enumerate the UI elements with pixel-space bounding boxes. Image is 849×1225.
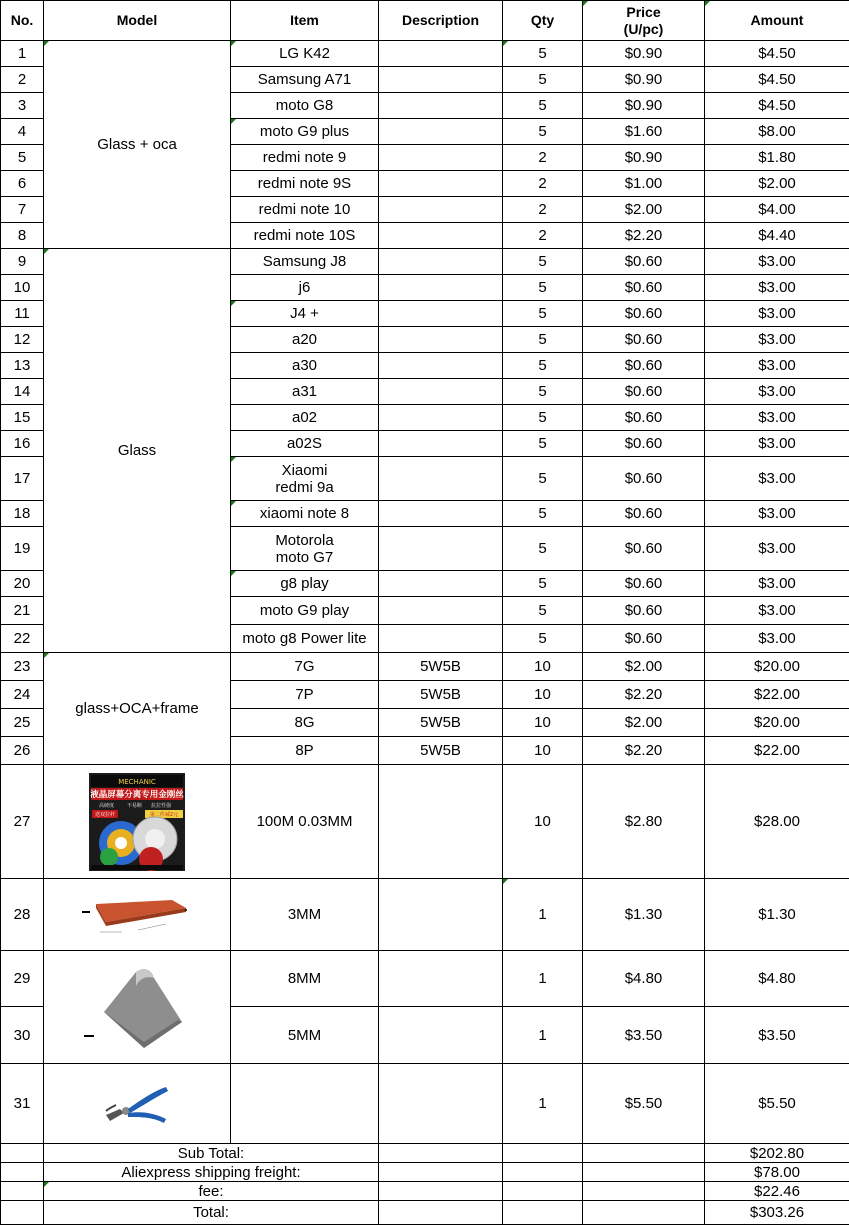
cell-amount[interactable]: $3.50 <box>705 1007 849 1064</box>
cell-description[interactable] <box>379 301 503 327</box>
image-tag-2: 不易断 <box>127 802 143 809</box>
cell-image-silicone-pad <box>44 879 231 951</box>
cell-item[interactable]: a02S <box>231 431 379 457</box>
cell-description[interactable] <box>379 1007 503 1064</box>
image-badge-left: 送双拉杆 <box>94 811 116 818</box>
cell-no[interactable]: 4 <box>1 119 44 145</box>
cell-price[interactable]: $0.90 <box>583 67 705 93</box>
total-label: Total: <box>44 1201 379 1225</box>
subtotal-label: Sub Total: <box>44 1144 379 1163</box>
cell-description[interactable] <box>379 353 503 379</box>
cell-description[interactable]: 5W5B <box>379 681 503 709</box>
cell-price[interactable]: $0.60 <box>583 625 705 653</box>
cell-no[interactable]: 29 <box>1 951 44 1007</box>
cell-item[interactable] <box>231 457 379 501</box>
cell-empty <box>503 1144 583 1163</box>
cell-price[interactable]: $2.00 <box>583 653 705 681</box>
cell-amount[interactable]: $3.00 <box>705 597 849 625</box>
fee-label: fee: <box>44 1182 379 1201</box>
cell-amount[interactable]: $4.50 <box>705 67 849 93</box>
cell-qty[interactable]: 5 <box>503 301 583 327</box>
summary-row-subtotal <box>1 1144 849 1163</box>
cell-no[interactable]: 28 <box>1 879 44 951</box>
cell-amount[interactable]: $28.00 <box>705 765 849 879</box>
cell-qty[interactable]: 1 <box>503 951 583 1007</box>
cell-qty[interactable]: 1 <box>503 1007 583 1064</box>
header-item[interactable]: Item <box>231 1 379 41</box>
cell-qty[interactable]: 10 <box>503 765 583 879</box>
cell-price[interactable]: $2.20 <box>583 737 705 765</box>
cell-amount[interactable]: $3.00 <box>705 379 849 405</box>
cell-description[interactable] <box>379 879 503 951</box>
image-title-text: 液晶屏幕分离专用金刚丝 <box>90 789 184 800</box>
cell-description[interactable] <box>379 1064 503 1144</box>
cell-price[interactable]: $0.60 <box>583 353 705 379</box>
subtotal-value[interactable]: $202.80 <box>705 1144 849 1163</box>
cell-price[interactable]: $0.60 <box>583 327 705 353</box>
cell-qty[interactable]: 5 <box>503 249 583 275</box>
cell-item[interactable]: moto G9 plus <box>231 119 379 145</box>
cell-no[interactable]: 2 <box>1 67 44 93</box>
cell-price[interactable]: $0.60 <box>583 405 705 431</box>
cell-qty[interactable]: 2 <box>503 171 583 197</box>
cell-empty <box>503 1182 583 1201</box>
cell-item[interactable]: a30 <box>231 353 379 379</box>
cell-no[interactable]: 19 <box>1 527 44 571</box>
cell-description[interactable] <box>379 527 503 571</box>
cell-description[interactable] <box>379 119 503 145</box>
cell-item[interactable]: 100M 0.03MM <box>231 765 379 879</box>
cell-qty[interactable]: 2 <box>503 145 583 171</box>
cell-item[interactable]: LG K42 <box>231 41 379 67</box>
cell-empty <box>1 1163 44 1182</box>
cell-amount[interactable]: $4.50 <box>705 41 849 67</box>
cell-price[interactable]: $0.90 <box>583 145 705 171</box>
cell-description[interactable] <box>379 67 503 93</box>
cell-amount[interactable]: $3.00 <box>705 405 849 431</box>
cell-amount[interactable]: $22.00 <box>705 737 849 765</box>
cell-description[interactable] <box>379 597 503 625</box>
summary-row-shipping <box>1 1163 849 1182</box>
cell-description[interactable] <box>379 501 503 527</box>
cell-item[interactable]: g8 play <box>231 571 379 597</box>
cell-item[interactable]: 5MM <box>231 1007 379 1064</box>
cell-no[interactable]: 18 <box>1 501 44 527</box>
cell-no[interactable]: 12 <box>1 327 44 353</box>
cell-qty[interactable]: 5 <box>503 571 583 597</box>
model-glass-oca-frame[interactable]: glass+OCA+frame <box>44 653 231 765</box>
cell-amount[interactable]: $2.00 <box>705 171 849 197</box>
cell-item[interactable]: redmi note 10 <box>231 197 379 223</box>
cell-amount[interactable]: $3.00 <box>705 571 849 597</box>
cell-item[interactable]: 3MM <box>231 879 379 951</box>
cell-qty[interactable]: 10 <box>503 737 583 765</box>
cell-item[interactable]: xiaomi note 8 <box>231 501 379 527</box>
gray-sheet-image <box>82 964 192 1050</box>
cell-no[interactable]: 26 <box>1 737 44 765</box>
cell-no[interactable]: 13 <box>1 353 44 379</box>
image-brand-text: MECHANIC <box>118 777 156 786</box>
cell-item-line2: redmi 9a <box>275 478 334 496</box>
cell-item[interactable] <box>231 527 379 571</box>
cell-empty <box>379 1201 503 1225</box>
cell-no[interactable]: 24 <box>1 681 44 709</box>
cell-qty[interactable]: 5 <box>503 501 583 527</box>
cell-item[interactable]: a20 <box>231 327 379 353</box>
cell-no[interactable]: 22 <box>1 625 44 653</box>
cell-description[interactable] <box>379 457 503 501</box>
cell-no[interactable]: 30 <box>1 1007 44 1064</box>
cell-qty[interactable]: 1 <box>503 879 583 951</box>
cell-description[interactable] <box>379 327 503 353</box>
cell-price[interactable]: $2.20 <box>583 681 705 709</box>
cell-price[interactable]: $2.00 <box>583 197 705 223</box>
cell-empty <box>1 1144 44 1163</box>
cell-description[interactable] <box>379 197 503 223</box>
cell-price[interactable]: $0.60 <box>583 249 705 275</box>
cell-no[interactable]: 21 <box>1 597 44 625</box>
cell-description[interactable] <box>379 275 503 301</box>
cell-qty[interactable]: 10 <box>503 709 583 737</box>
cell-amount[interactable]: $20.00 <box>705 709 849 737</box>
cell-qty[interactable]: 5 <box>503 431 583 457</box>
cell-description[interactable] <box>379 93 503 119</box>
cell-description[interactable] <box>379 405 503 431</box>
header-price-line1: Price <box>626 3 661 20</box>
cell-item[interactable]: 8MM <box>231 951 379 1007</box>
cell-empty <box>503 1163 583 1182</box>
cell-qty[interactable]: 5 <box>503 119 583 145</box>
cell-price[interactable]: $0.60 <box>583 457 705 501</box>
cell-description[interactable]: 5W5B <box>379 737 503 765</box>
header-model[interactable]: Model <box>44 1 231 41</box>
cell-price[interactable]: $0.60 <box>583 597 705 625</box>
cell-qty[interactable]: 5 <box>503 625 583 653</box>
cell-item[interactable]: j6 <box>231 275 379 301</box>
cell-amount[interactable]: $4.80 <box>705 951 849 1007</box>
total-value[interactable]: $303.26 <box>705 1201 849 1225</box>
cell-no[interactable]: 1 <box>1 41 44 67</box>
cell-price[interactable]: $0.60 <box>583 431 705 457</box>
cell-item[interactable]: 8P <box>231 737 379 765</box>
cell-no[interactable]: 8 <box>1 223 44 249</box>
cell-item-line1: Xiaomi <box>281 461 328 479</box>
cell-item-line2: moto G7 <box>275 548 334 566</box>
cell-no[interactable]: 7 <box>1 197 44 223</box>
model-glass-oca[interactable]: Glass + oca <box>44 41 231 249</box>
cell-price[interactable]: $2.20 <box>583 223 705 249</box>
fee-value[interactable]: $22.46 <box>705 1182 849 1201</box>
cell-qty[interactable]: 5 <box>503 597 583 625</box>
cell-amount[interactable]: $3.00 <box>705 457 849 501</box>
cell-item[interactable]: 7G <box>231 653 379 681</box>
cell-price[interactable]: $2.00 <box>583 709 705 737</box>
cell-description[interactable]: 5W5B <box>379 709 503 737</box>
cell-empty <box>583 1163 705 1182</box>
cell-amount[interactable]: $4.40 <box>705 223 849 249</box>
cell-price[interactable]: $0.60 <box>583 527 705 571</box>
cell-price[interactable]: $4.80 <box>583 951 705 1007</box>
cell-description[interactable] <box>379 223 503 249</box>
cell-price[interactable]: $0.60 <box>583 275 705 301</box>
cell-empty <box>1 1201 44 1225</box>
cell-item[interactable]: moto G8 <box>231 93 379 119</box>
cell-description[interactable]: 5W5B <box>379 653 503 681</box>
cell-item[interactable]: redmi note 10S <box>231 223 379 249</box>
cell-amount[interactable]: $1.80 <box>705 145 849 171</box>
cell-item[interactable] <box>231 1064 379 1144</box>
cell-qty[interactable]: 5 <box>503 41 583 67</box>
cell-amount[interactable]: $1.30 <box>705 879 849 951</box>
cell-empty <box>583 1201 705 1225</box>
cell-no[interactable]: 23 <box>1 653 44 681</box>
cell-amount[interactable]: $4.00 <box>705 197 849 223</box>
cell-qty[interactable]: 10 <box>503 653 583 681</box>
cell-amount[interactable]: $3.00 <box>705 501 849 527</box>
cell-amount[interactable]: $3.00 <box>705 353 849 379</box>
model-glass[interactable]: Glass <box>44 249 231 653</box>
cell-empty <box>1 1182 44 1201</box>
cell-description[interactable] <box>379 171 503 197</box>
cell-qty[interactable]: 5 <box>503 527 583 571</box>
cell-qty[interactable]: 1 <box>503 1064 583 1144</box>
cell-price[interactable]: $1.00 <box>583 171 705 197</box>
cell-amount[interactable]: $3.00 <box>705 431 849 457</box>
cell-no[interactable]: 10 <box>1 275 44 301</box>
cell-price[interactable]: $3.50 <box>583 1007 705 1064</box>
cell-amount[interactable]: $3.00 <box>705 625 849 653</box>
cell-empty <box>379 1182 503 1201</box>
cell-no[interactable]: 27 <box>1 765 44 879</box>
cell-amount[interactable]: $3.00 <box>705 527 849 571</box>
cell-image-gray-sheet <box>44 951 231 1064</box>
cell-amount[interactable]: $3.00 <box>705 249 849 275</box>
cell-no[interactable]: 11 <box>1 301 44 327</box>
table-row <box>1 41 849 67</box>
cell-item[interactable]: 7P <box>231 681 379 709</box>
cell-item[interactable]: moto G9 play <box>231 597 379 625</box>
image-tag-3: 抗拉性强 <box>151 802 172 809</box>
cell-qty[interactable]: 2 <box>503 197 583 223</box>
header-no[interactable]: No. <box>1 1 44 41</box>
cell-item[interactable]: Samsung J8 <box>231 249 379 275</box>
cell-no[interactable]: 31 <box>1 1064 44 1144</box>
cell-no[interactable]: 14 <box>1 379 44 405</box>
cell-item[interactable]: a31 <box>231 379 379 405</box>
header-amount[interactable]: Amount <box>705 1 849 41</box>
cell-item[interactable]: redmi note 9 <box>231 145 379 171</box>
cell-item[interactable]: J4 + <box>231 301 379 327</box>
cell-item[interactable]: Samsung A71 <box>231 67 379 93</box>
cell-empty <box>503 1201 583 1225</box>
pliers-icon <box>102 1081 172 1127</box>
cell-price[interactable]: $2.80 <box>583 765 705 879</box>
cell-qty[interactable]: 5 <box>503 379 583 405</box>
cell-description[interactable] <box>379 41 503 67</box>
cell-amount[interactable]: $3.00 <box>705 327 849 353</box>
cell-no[interactable]: 5 <box>1 145 44 171</box>
cell-no[interactable]: 20 <box>1 571 44 597</box>
cell-item[interactable]: redmi note 9S <box>231 171 379 197</box>
table-row <box>1 879 849 951</box>
cell-qty[interactable]: 5 <box>503 405 583 431</box>
cell-amount[interactable]: $8.00 <box>705 119 849 145</box>
cell-price[interactable]: $5.50 <box>583 1064 705 1144</box>
shipping-label: Aliexpress shipping freight: <box>44 1163 379 1182</box>
cell-amount[interactable]: $3.00 <box>705 301 849 327</box>
cell-description[interactable] <box>379 765 503 879</box>
cell-item[interactable]: a02 <box>231 405 379 431</box>
summary-row-fee <box>1 1182 849 1201</box>
table-row <box>1 951 849 1007</box>
cell-description[interactable] <box>379 145 503 171</box>
header-price[interactable] <box>583 1 705 41</box>
cell-image-diamond-wire <box>44 765 231 879</box>
summary-row-total <box>1 1201 849 1225</box>
cell-empty <box>583 1144 705 1163</box>
cell-qty[interactable]: 5 <box>503 93 583 119</box>
header-price-line2: (U/pc) <box>623 20 664 37</box>
cell-item[interactable]: moto g8 Power lite <box>231 625 379 653</box>
cell-image-pliers <box>44 1064 231 1144</box>
cell-price[interactable]: $0.60 <box>583 301 705 327</box>
cell-item-line1: Motorola <box>275 531 334 549</box>
cell-no[interactable]: 3 <box>1 93 44 119</box>
cell-price[interactable]: $1.60 <box>583 119 705 145</box>
shipping-value[interactable]: $78.00 <box>705 1163 849 1182</box>
cell-qty[interactable]: 10 <box>503 681 583 709</box>
cell-empty <box>379 1163 503 1182</box>
silicone-pad-image <box>82 892 192 938</box>
header-qty[interactable]: Qty <box>503 1 583 41</box>
cell-no[interactable]: 15 <box>1 405 44 431</box>
header-description[interactable]: Description <box>379 1 503 41</box>
cell-qty[interactable]: 5 <box>503 327 583 353</box>
cell-no[interactable]: 25 <box>1 709 44 737</box>
diamond-wire-product-image <box>89 773 185 871</box>
cell-amount[interactable]: $3.00 <box>705 275 849 301</box>
cell-item[interactable]: 8G <box>231 709 379 737</box>
cell-amount[interactable]: $20.00 <box>705 653 849 681</box>
image-badge-right: 第二件减2元 <box>149 811 179 818</box>
cell-no[interactable]: 17 <box>1 457 44 501</box>
cell-price[interactable]: $0.90 <box>583 93 705 119</box>
cell-price[interactable]: $0.60 <box>583 501 705 527</box>
cell-qty[interactable]: 5 <box>503 457 583 501</box>
cell-empty <box>379 1144 503 1163</box>
cell-description[interactable] <box>379 571 503 597</box>
header-row <box>1 1 849 41</box>
cell-description[interactable] <box>379 379 503 405</box>
cell-description[interactable] <box>379 431 503 457</box>
cell-price[interactable]: $0.60 <box>583 571 705 597</box>
cell-no[interactable]: 16 <box>1 431 44 457</box>
cell-qty[interactable]: 5 <box>503 67 583 93</box>
cell-price[interactable]: $1.30 <box>583 879 705 951</box>
image-tag-1: 高硬度 <box>99 802 115 809</box>
cell-qty[interactable]: 5 <box>503 275 583 301</box>
cell-amount[interactable]: $4.50 <box>705 93 849 119</box>
cell-qty[interactable]: 5 <box>503 353 583 379</box>
cell-price[interactable]: $0.90 <box>583 41 705 67</box>
table-row <box>1 653 849 681</box>
table-row <box>1 765 849 879</box>
table-row <box>1 1064 849 1144</box>
cell-amount[interactable]: $22.00 <box>705 681 849 709</box>
cell-no[interactable]: 6 <box>1 171 44 197</box>
cell-no[interactable]: 9 <box>1 249 44 275</box>
cell-price[interactable]: $0.60 <box>583 379 705 405</box>
cell-amount[interactable]: $5.50 <box>705 1064 849 1144</box>
cell-description[interactable] <box>379 249 503 275</box>
table-row <box>1 249 849 275</box>
cell-empty <box>583 1182 705 1201</box>
cell-description[interactable] <box>379 625 503 653</box>
cell-description[interactable] <box>379 951 503 1007</box>
cell-qty[interactable]: 2 <box>503 223 583 249</box>
